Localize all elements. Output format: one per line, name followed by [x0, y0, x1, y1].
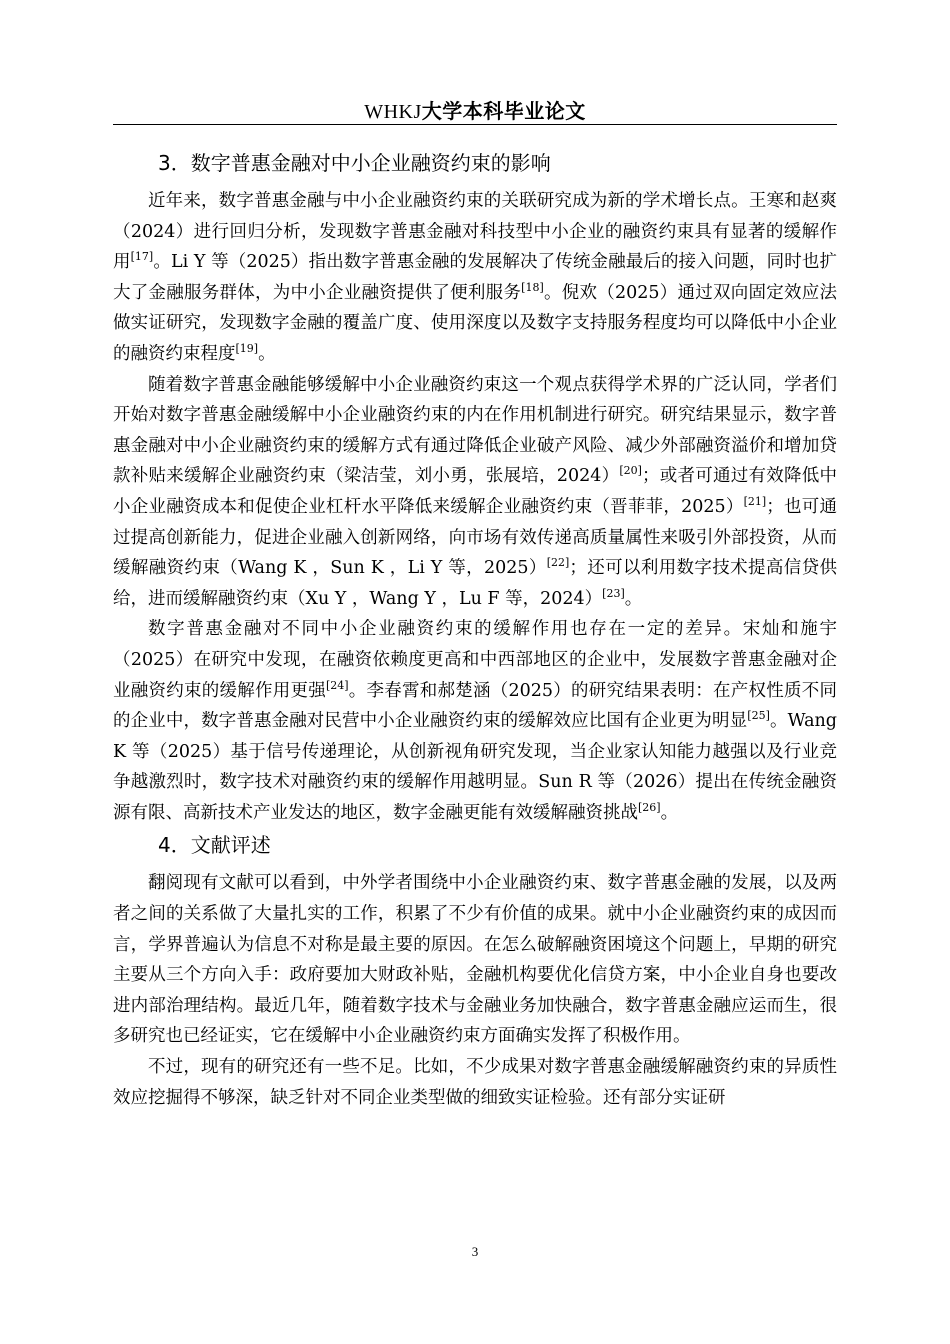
paragraph-text: 。 [660, 802, 679, 823]
citation-ref: [19] [235, 342, 259, 356]
body-paragraph [113, 370, 837, 615]
citation-ref: [21] [743, 495, 767, 509]
citation-ref: [20] [619, 464, 642, 478]
paragraph-text: 数字普惠金融对不同中小企业融资约束的缓解作用也存在一定的差异。宋灿和施宇（2025）在研究中发现，在融资依赖度更高和中西部地区的企业中，发展数字普惠金融对企业融资约束的缓解作用更强 [113, 619, 837, 701]
document-body [113, 146, 837, 1113]
citation-ref: [24] [325, 678, 349, 692]
body-paragraph [113, 1052, 837, 1113]
paragraph-text: 近年来，数字普惠金融与中小企业融资约束的关联研究成为新的学术增长点。王寒和赵爽（2024）进行回归分析，发现数字普惠金融对科技型中小企业的融资约束具有显著的缓解作用 [113, 191, 837, 273]
page-header [113, 95, 837, 123]
section-heading: 4．文献评述 [158, 833, 271, 858]
citation-ref: [25] [747, 709, 770, 723]
citation-ref: [18] [521, 280, 544, 294]
header-rule [113, 124, 837, 125]
paragraph-text: 。Wang K 等（2025）基于信号传递理论，从创新视角研究发现，当企业家认知能力越强以及行业竞争越激烈时，数字技术对融资约束的缓解作用越明显。Sun R 等（2026）提出在传统金融资源有限、高新技术产业发达的地区，数字金融更能有效缓解融资挑战 [113, 711, 838, 823]
page-number: 3 [471, 1244, 479, 1259]
paragraph-text: 。Li Y 等（2025）指出数字普惠金融的发展解决了传统金融最后的接入问题，同时也扩大了金融服务群体，为中小企业融资提供了便利服务 [113, 252, 837, 303]
section-heading: 3．数字普惠金融对中小企业融资约束的影响 [158, 151, 551, 175]
citation-ref: [26] [638, 801, 661, 815]
paragraph-text: 不过，现有的研究还有一些不足。比如，不少成果对数字普惠金融缓解融资约束的异质性效应挖掘得不够深，缺乏针对不同企业类型做的细致实证检验。还有部分实证研 [113, 1057, 837, 1108]
paragraph-text: 。 [258, 343, 276, 364]
header-prefix: WHKJ [364, 101, 422, 123]
body-paragraph [113, 614, 837, 828]
paragraph-text: 随着数字普惠金融能够缓解中小企业融资约束这一个观点获得学术界的广泛认同，学者们开始对数字普惠金融缓解中小企业融资约束的内在作用机制进行研究。研究结果显示，数字普惠金融对中小企业融资约束的缓解方式有通过降低企业破产风险、减少外部融资溢价和增加贷款补贴来缓解企业融资约束（梁洁莹，刘小勇，张展培，2024） [113, 374, 837, 487]
header-title: 大学本科毕业论文 [421, 99, 586, 123]
paragraph-text: ；还可以利用数字技术提高信贷供给，进而缓解融资约束（Xu Y ，Wang Y ，Lu F 等，2024） [113, 558, 838, 609]
citation-ref: [22] [546, 556, 570, 570]
body-paragraph [113, 186, 837, 370]
paragraph-text: 翻阅现有文献可以看到，中外学者围绕中小企业融资约束、数字普惠金融的发展，以及两者之间的关系做了大量扎实的工作，积累了不少有价值的成果。就中小企业融资约束的成因而言，学界普遍认为信息不对称是最主要的原因。在怎么破解融资困境这个问题上，早期的研究主要从三个方向入手：政府要加大财政补贴，金融机构要优化信贷方案，中小企业自身也要改进内部治理结构。最近几年，随着数字技术与金融业务加快融合，数字普惠金融应运而生，很多研究也已经证实，它在缓解中小企业融资约束方面确实发挥了积极作用。 [113, 873, 837, 1047]
paragraph-text: ；也可通过提高创新能力，促进企业融入创新网络，向市场有效传递高质量属性来吸引外部投资，从而缓解融资约束（Wang K ，Sun K ，Li Y 等，2025） [113, 496, 837, 579]
citation-ref: [17] [130, 250, 154, 264]
body-paragraph [113, 868, 837, 1052]
paragraph-text: 。倪欢（2025）通过双向固定效应法做实证研究，发现数字金融的覆盖广度、使用深度以及数字支持服务程度均可以降低中小企业的融资约束程度 [113, 282, 837, 364]
citation-ref: [23] [602, 586, 625, 600]
paragraph-text: 。李春霄和郝楚涵（2025）的研究结果表明：在产权性质不同的企业中，数字普惠金融对民营中小企业融资约束的缓解效应比国有企业更为明显 [113, 680, 838, 732]
paragraph-text: ；或者可通过有效降低中小企业融资成本和促使企业杠杆水平降低来缓解企业融资约束（晋菲菲，2025） [113, 466, 837, 517]
paragraph-text: 。 [624, 588, 643, 609]
